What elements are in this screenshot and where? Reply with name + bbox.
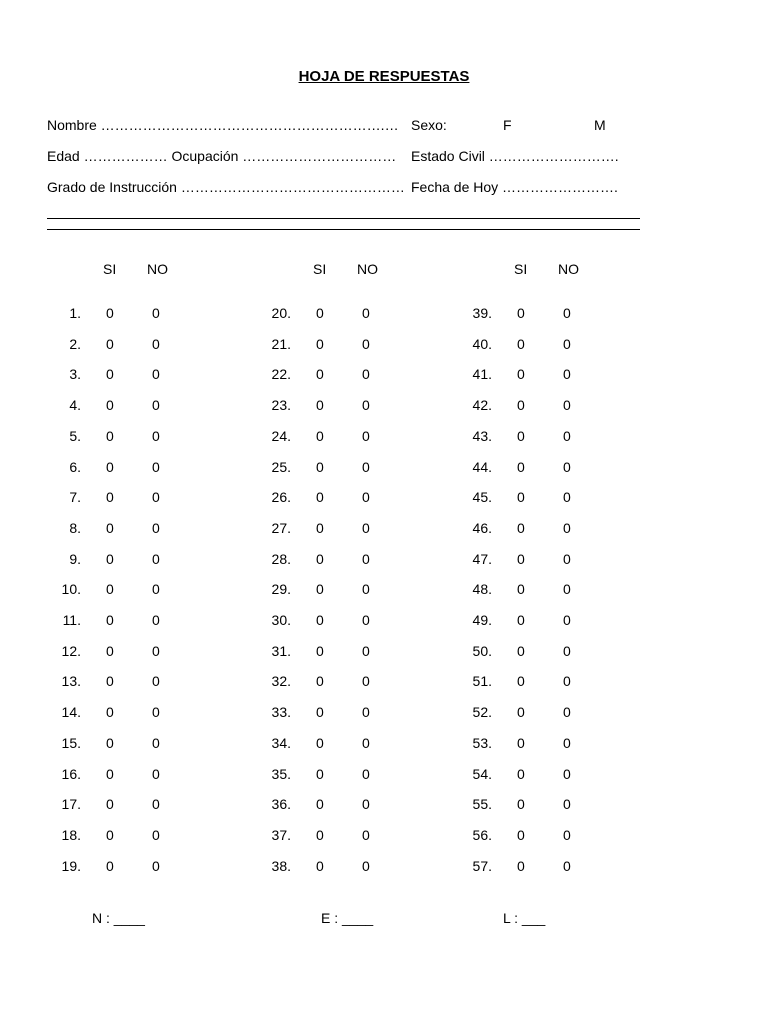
answer-row — [47, 827, 247, 843]
answer-si-option[interactable]: 0 — [316, 551, 324, 567]
answer-no-option[interactable]: 0 — [152, 581, 160, 597]
answer-no-option[interactable]: 0 — [563, 397, 571, 413]
question-number: 56. — [472, 827, 492, 843]
answer-si-option[interactable]: 0 — [316, 459, 324, 475]
question-number: 16. — [61, 766, 81, 782]
answer-si-option[interactable]: 0 — [517, 520, 525, 536]
answer-row — [257, 520, 457, 536]
answer-si-option[interactable]: 0 — [517, 643, 525, 659]
answer-row — [47, 704, 247, 720]
answer-row — [257, 643, 457, 659]
answer-si-option[interactable]: 0 — [316, 428, 324, 444]
header-no: NO — [147, 261, 168, 277]
answer-si-option[interactable]: 0 — [517, 397, 525, 413]
answer-si-option[interactable]: 0 — [517, 489, 525, 505]
answer-si-option[interactable]: 0 — [316, 612, 324, 628]
answer-row — [257, 305, 457, 321]
answer-si-option[interactable]: 0 — [106, 428, 114, 444]
question-number: 28. — [271, 551, 291, 567]
answer-no-option[interactable]: 0 — [152, 336, 160, 352]
question-number: 4. — [69, 397, 81, 413]
question-number: 55. — [472, 796, 492, 812]
answer-column-3 — [458, 0, 658, 1024]
question-number: 32. — [271, 673, 291, 689]
answer-si-option[interactable]: 0 — [106, 489, 114, 505]
score-n: N : ____ — [92, 910, 145, 926]
answer-row — [458, 858, 658, 874]
answer-si-option[interactable]: 0 — [316, 827, 324, 843]
question-number: 22. — [271, 366, 291, 382]
question-number: 30. — [271, 612, 291, 628]
answer-no-option[interactable]: 0 — [362, 366, 370, 382]
answer-si-option[interactable]: 0 — [106, 397, 114, 413]
sexo-label: Sexo: — [411, 117, 447, 133]
answer-no-option[interactable]: 0 — [362, 858, 370, 874]
answer-si-option[interactable]: 0 — [517, 305, 525, 321]
answer-si-option[interactable]: 0 — [517, 827, 525, 843]
answer-no-option[interactable]: 0 — [563, 581, 571, 597]
answer-column-1 — [47, 0, 247, 1024]
answer-si-option[interactable]: 0 — [106, 735, 114, 751]
question-number: 54. — [472, 766, 492, 782]
answer-si-option[interactable]: 0 — [517, 459, 525, 475]
answer-row — [458, 551, 658, 567]
header-no: NO — [558, 261, 579, 277]
answer-si-option[interactable]: 0 — [106, 305, 114, 321]
answer-si-option[interactable]: 0 — [106, 673, 114, 689]
question-number: 20. — [271, 305, 291, 321]
answer-si-option[interactable]: 0 — [106, 366, 114, 382]
question-number: 57. — [472, 858, 492, 874]
answer-row — [458, 827, 658, 843]
answer-si-option[interactable]: 0 — [517, 858, 525, 874]
question-number: 10. — [61, 581, 81, 597]
question-number: 43. — [472, 428, 492, 444]
question-number: 23. — [271, 397, 291, 413]
answer-no-option[interactable]: 0 — [563, 336, 571, 352]
answer-si-option[interactable]: 0 — [517, 796, 525, 812]
answer-row — [47, 428, 247, 444]
header-no: NO — [357, 261, 378, 277]
question-number: 5. — [69, 428, 81, 444]
answer-row — [458, 397, 658, 413]
question-number: 33. — [271, 704, 291, 720]
question-number: 18. — [61, 827, 81, 843]
answer-row — [257, 428, 457, 444]
question-number: 6. — [69, 459, 81, 475]
answer-row — [47, 673, 247, 689]
answer-no-option[interactable]: 0 — [152, 827, 160, 843]
answer-no-option[interactable]: 0 — [362, 612, 370, 628]
question-number: 9. — [69, 551, 81, 567]
fecha-field: Fecha de Hoy ……………………. — [411, 179, 618, 195]
answer-no-option[interactable]: 0 — [563, 858, 571, 874]
answer-row — [47, 489, 247, 505]
answer-si-option[interactable]: 0 — [106, 612, 114, 628]
question-number: 17. — [61, 796, 81, 812]
question-number: 8. — [69, 520, 81, 536]
answer-si-option[interactable]: 0 — [316, 366, 324, 382]
answer-row — [47, 397, 247, 413]
nombre-field: Nombre …………………………………………………….… — [47, 117, 399, 133]
answer-no-option[interactable]: 0 — [362, 336, 370, 352]
answer-no-option[interactable]: 0 — [152, 766, 160, 782]
answer-si-option[interactable]: 0 — [517, 766, 525, 782]
answer-row — [458, 673, 658, 689]
question-number: 48. — [472, 581, 492, 597]
answer-row — [458, 366, 658, 382]
question-number: 21. — [271, 336, 291, 352]
answer-row — [257, 827, 457, 843]
answer-si-option[interactable]: 0 — [106, 643, 114, 659]
answer-si-option[interactable]: 0 — [106, 827, 114, 843]
answer-no-option[interactable]: 0 — [362, 673, 370, 689]
question-number: 39. — [472, 305, 492, 321]
answer-row — [257, 735, 457, 751]
answer-row — [458, 581, 658, 597]
page-title: HOJA DE RESPUESTAS — [298, 68, 470, 85]
question-number: 26. — [271, 489, 291, 505]
question-number: 49. — [472, 612, 492, 628]
answer-row — [458, 428, 658, 444]
answer-si-option[interactable]: 0 — [316, 766, 324, 782]
answer-row — [257, 673, 457, 689]
question-number: 52. — [472, 704, 492, 720]
answer-no-option[interactable]: 0 — [563, 551, 571, 567]
answer-row — [257, 612, 457, 628]
question-number: 34. — [271, 735, 291, 751]
score-e: E : ____ — [321, 910, 374, 926]
answer-no-option[interactable]: 0 — [152, 459, 160, 475]
answer-no-option[interactable]: 0 — [563, 305, 571, 321]
answer-si-option[interactable]: 0 — [106, 520, 114, 536]
answer-no-option[interactable]: 0 — [362, 397, 370, 413]
answer-si-option[interactable]: 0 — [517, 704, 525, 720]
answer-row — [47, 581, 247, 597]
answer-no-option[interactable]: 0 — [563, 520, 571, 536]
question-number: 15. — [61, 735, 81, 751]
answer-row — [47, 366, 247, 382]
answer-row — [458, 336, 658, 352]
answer-si-option[interactable]: 0 — [517, 428, 525, 444]
answer-no-option[interactable]: 0 — [362, 428, 370, 444]
answer-no-option[interactable]: 0 — [563, 489, 571, 505]
answer-si-option[interactable]: 0 — [106, 766, 114, 782]
answer-no-option[interactable]: 0 — [362, 827, 370, 843]
answer-row — [47, 858, 247, 874]
answer-no-option[interactable]: 0 — [152, 735, 160, 751]
question-number: 53. — [472, 735, 492, 751]
answer-no-option[interactable]: 0 — [362, 704, 370, 720]
answer-row — [458, 520, 658, 536]
sexo-option-m: M — [594, 117, 606, 133]
edad-ocupacion-field: Edad ……………… Ocupación …………………………… — [47, 148, 397, 164]
question-number: 36. — [271, 796, 291, 812]
answer-no-option[interactable]: 0 — [563, 766, 571, 782]
answer-row — [257, 581, 457, 597]
answer-no-option[interactable]: 0 — [362, 305, 370, 321]
answer-si-option[interactable]: 0 — [316, 704, 324, 720]
question-number: 46. — [472, 520, 492, 536]
answer-si-option[interactable]: 0 — [517, 551, 525, 567]
question-number: 41. — [472, 366, 492, 382]
answer-si-option[interactable]: 0 — [316, 520, 324, 536]
answer-si-option[interactable]: 0 — [316, 673, 324, 689]
answer-no-option[interactable]: 0 — [563, 459, 571, 475]
answer-no-option[interactable]: 0 — [152, 612, 160, 628]
answer-row — [257, 489, 457, 505]
sexo-option-f: F — [503, 117, 512, 133]
answer-row — [257, 459, 457, 475]
answer-si-option[interactable]: 0 — [106, 336, 114, 352]
answer-row — [47, 612, 247, 628]
answer-si-option[interactable]: 0 — [316, 397, 324, 413]
answer-no-option[interactable]: 0 — [152, 305, 160, 321]
question-number: 37. — [271, 827, 291, 843]
answer-row — [257, 397, 457, 413]
question-number: 50. — [472, 643, 492, 659]
answer-row — [458, 305, 658, 321]
answer-si-option[interactable]: 0 — [316, 643, 324, 659]
answer-si-option[interactable]: 0 — [316, 735, 324, 751]
question-number: 40. — [472, 336, 492, 352]
answer-column-2 — [257, 0, 457, 1024]
answer-row — [257, 796, 457, 812]
answer-no-option[interactable]: 0 — [563, 673, 571, 689]
question-number: 44. — [472, 459, 492, 475]
answer-row — [47, 735, 247, 751]
answer-si-option[interactable]: 0 — [316, 489, 324, 505]
question-number: 1. — [69, 305, 81, 321]
answer-row — [47, 305, 247, 321]
answer-no-option[interactable]: 0 — [152, 366, 160, 382]
question-number: 12. — [61, 643, 81, 659]
answer-no-option[interactable]: 0 — [362, 551, 370, 567]
question-number: 35. — [271, 766, 291, 782]
answer-no-option[interactable]: 0 — [563, 366, 571, 382]
answer-no-option[interactable]: 0 — [563, 428, 571, 444]
answer-si-option[interactable]: 0 — [316, 336, 324, 352]
question-number: 38. — [271, 858, 291, 874]
answer-si-option[interactable]: 0 — [106, 858, 114, 874]
question-number: 11. — [62, 612, 81, 628]
question-number: 3. — [69, 366, 81, 382]
answer-row — [458, 459, 658, 475]
answer-no-option[interactable]: 0 — [152, 428, 160, 444]
answer-no-option[interactable]: 0 — [563, 704, 571, 720]
answer-si-option[interactable]: 0 — [517, 336, 525, 352]
answer-row — [47, 643, 247, 659]
answer-si-option[interactable]: 0 — [106, 704, 114, 720]
answer-row — [458, 796, 658, 812]
header-si: SI — [313, 261, 327, 277]
question-number: 51. — [472, 673, 492, 689]
answer-no-option[interactable]: 0 — [563, 735, 571, 751]
question-number: 19. — [61, 858, 81, 874]
answer-no-option[interactable]: 0 — [152, 796, 160, 812]
answer-no-option[interactable]: 0 — [152, 489, 160, 505]
answer-no-option[interactable]: 0 — [362, 520, 370, 536]
question-number: 14. — [61, 704, 81, 720]
answer-row — [458, 766, 658, 782]
answer-no-option[interactable]: 0 — [362, 459, 370, 475]
answer-no-option[interactable]: 0 — [563, 643, 571, 659]
answer-no-option[interactable]: 0 — [362, 796, 370, 812]
score-l: L : ___ — [503, 910, 546, 926]
answer-no-option[interactable]: 0 — [362, 581, 370, 597]
answer-no-option[interactable]: 0 — [362, 735, 370, 751]
question-number: 47. — [472, 551, 492, 567]
answer-si-option[interactable]: 0 — [316, 858, 324, 874]
question-number: 25. — [271, 459, 291, 475]
answer-row — [47, 766, 247, 782]
question-number: 45. — [472, 489, 492, 505]
answer-no-option[interactable]: 0 — [563, 796, 571, 812]
estado-civil-field: Estado Civil ………………………. — [411, 148, 619, 164]
answer-row — [257, 366, 457, 382]
answer-si-option[interactable]: 0 — [106, 796, 114, 812]
answer-si-option[interactable]: 0 — [316, 305, 324, 321]
answer-no-option[interactable]: 0 — [362, 766, 370, 782]
header-si: SI — [514, 261, 528, 277]
answer-si-option[interactable]: 0 — [106, 551, 114, 567]
answer-si-option[interactable]: 0 — [517, 673, 525, 689]
answer-row — [257, 551, 457, 567]
answer-row — [47, 796, 247, 812]
answer-no-option[interactable]: 0 — [152, 551, 160, 567]
answer-row — [458, 735, 658, 751]
answer-row — [458, 489, 658, 505]
answer-si-option[interactable]: 0 — [517, 612, 525, 628]
answer-row — [458, 612, 658, 628]
answer-row — [257, 336, 457, 352]
answer-si-option[interactable]: 0 — [517, 581, 525, 597]
answer-row — [47, 336, 247, 352]
answer-no-option[interactable]: 0 — [563, 827, 571, 843]
question-number: 29. — [271, 581, 291, 597]
answer-row — [47, 459, 247, 475]
answer-row — [458, 704, 658, 720]
answer-si-option[interactable]: 0 — [517, 366, 525, 382]
grado-instruccion-field: Grado de Instrucción ………………………………………… — [47, 179, 405, 195]
answer-no-option[interactable]: 0 — [152, 643, 160, 659]
answer-no-option[interactable]: 0 — [152, 704, 160, 720]
answer-si-option[interactable]: 0 — [106, 459, 114, 475]
answer-row — [257, 704, 457, 720]
answer-no-option[interactable]: 0 — [152, 858, 160, 874]
question-number: 7. — [69, 489, 81, 505]
answer-row — [458, 643, 658, 659]
answer-row — [257, 766, 457, 782]
question-number: 24. — [271, 428, 291, 444]
answer-no-option[interactable]: 0 — [563, 612, 571, 628]
answer-no-option[interactable]: 0 — [152, 520, 160, 536]
answer-si-option[interactable]: 0 — [106, 581, 114, 597]
answer-no-option[interactable]: 0 — [362, 643, 370, 659]
answer-row — [47, 551, 247, 567]
answer-no-option[interactable]: 0 — [152, 673, 160, 689]
answer-no-option[interactable]: 0 — [362, 489, 370, 505]
answer-si-option[interactable]: 0 — [316, 796, 324, 812]
question-number: 13. — [61, 673, 81, 689]
question-number: 42. — [472, 397, 492, 413]
question-number: 2. — [69, 336, 81, 352]
answer-si-option[interactable]: 0 — [517, 735, 525, 751]
header-si: SI — [103, 261, 117, 277]
question-number: 31. — [271, 643, 291, 659]
answer-row — [257, 858, 457, 874]
answer-si-option[interactable]: 0 — [316, 581, 324, 597]
question-number: 27. — [271, 520, 291, 536]
answer-no-option[interactable]: 0 — [152, 397, 160, 413]
answer-row — [47, 520, 247, 536]
